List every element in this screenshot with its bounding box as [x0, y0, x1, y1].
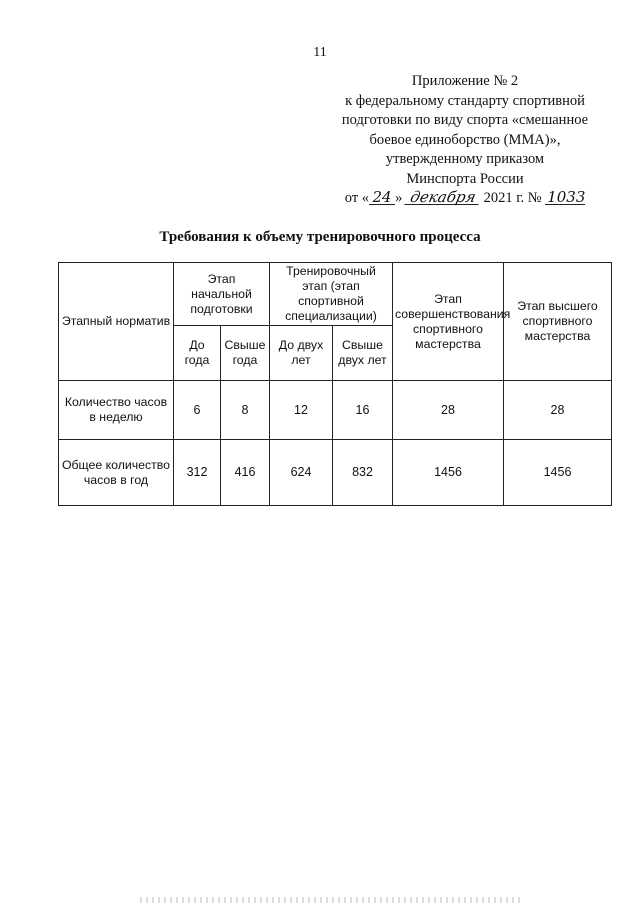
subheader-up-to-year: До года [174, 326, 221, 381]
order-date-line [320, 189, 610, 209]
table-header-row [59, 263, 612, 326]
subheader-over-year: Свыше года [221, 326, 270, 381]
appendix-line-2: к федеральному стандарту спортивной [345, 92, 585, 109]
date-mid: » [395, 190, 403, 206]
row-label-weekly-hours: Количество часов в неделю [59, 381, 174, 440]
table-row [59, 381, 612, 440]
row-label-yearly-hours: Общее количество часов в год [59, 440, 174, 506]
table-cell: 28 [504, 381, 612, 440]
page-number: 11 [313, 45, 327, 60]
appendix-line-4: боевое единоборство (ММА)», [369, 131, 561, 148]
document-title: Требования к объему тренировочного процесса [159, 229, 481, 245]
table-cell: 6 [174, 381, 221, 440]
subheader-up-to-two-years: До двух лет [270, 326, 333, 381]
table-cell: 832 [333, 440, 393, 506]
header-stage-training: Тренировочный этап (этап спортивной специализации) [270, 263, 393, 326]
date-prefix: от « [344, 190, 370, 206]
header-stage-highest: Этап высшего спортивного мастерства [504, 263, 612, 381]
handwritten-order-number: 1033 [547, 188, 586, 206]
appendix-line-3: подготовки по виду спорта «смешанное [341, 112, 589, 128]
handwritten-month: декабря [404, 190, 481, 205]
table-cell: 12 [270, 381, 333, 440]
header-stage-improvement: Этап совершенствования спортивного мастерства [393, 263, 504, 381]
table-cell: 624 [270, 440, 333, 506]
handwritten-day: 24 [369, 190, 395, 205]
scan-artifact [140, 897, 520, 903]
subheader-over-two-years: Свыше двух лет [333, 326, 393, 381]
table-cell: 8 [221, 381, 270, 440]
date-year: 2021 г. № [483, 190, 542, 206]
appendix-header [320, 72, 610, 209]
header-normative: Этапный норматив [59, 263, 174, 381]
table-cell: 28 [393, 381, 504, 440]
table-cell: 312 [174, 440, 221, 506]
table-cell: 416 [221, 440, 270, 506]
header-stage-initial: Этап начальной подготовки [174, 263, 270, 326]
table-cell: 16 [333, 381, 393, 440]
table-cell: 1456 [393, 440, 504, 506]
table-cell: 1456 [504, 440, 612, 506]
requirements-table [58, 262, 612, 506]
appendix-line-1: Приложение № 2 [411, 73, 519, 89]
appendix-line-5: утвержденному приказом [385, 151, 545, 167]
appendix-line-6: Минспорта России [406, 170, 524, 187]
table-row [59, 440, 612, 506]
